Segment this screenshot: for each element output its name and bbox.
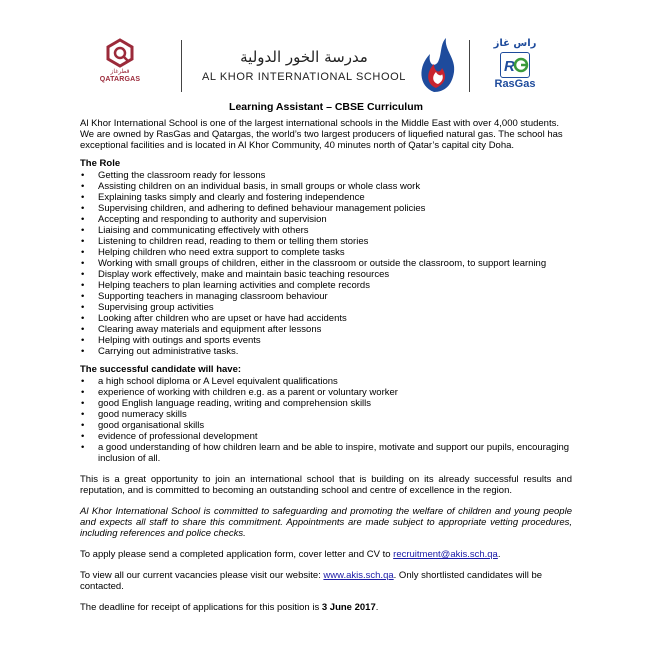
list-item: • Listening to children read, reading to them or telling them stories (80, 236, 572, 247)
list-item: • Supervising children, and adhering to defined behaviour management policies (80, 203, 572, 214)
rasgas-arabic-name: راس غاز (493, 38, 537, 49)
list-item: • Helping children who need extra support to complete tasks (80, 247, 572, 258)
opportunity-paragraph: This is a great opportunity to join an international school that is building on its already successful results and reputation, and is committed to becoming an outstanding school and centre of excellence in the region. (80, 474, 572, 496)
apply-end: . (497, 549, 501, 560)
vacancies-text: To view all our current vacancies please visit our website: (80, 570, 324, 581)
candidate-heading: The successful candidate will have: (80, 364, 242, 375)
apply-text: To apply please send a completed application form, cover letter and CV to (80, 549, 391, 560)
list-item: • experience of working with children e.g. as a parent or voluntary worker (80, 387, 572, 398)
list-item: • a high school diploma or A Level equivalent qualifications (80, 376, 572, 387)
deadline-end: . (375, 602, 379, 613)
akis-flame-icon (412, 36, 462, 94)
qatargas-logo (96, 38, 144, 92)
list-item: • good numeracy skills (80, 409, 572, 420)
header-divider (181, 40, 182, 92)
role-list (80, 170, 572, 357)
school-arabic-name: مدرسة الخور الدولية (240, 48, 368, 66)
list-item: • Supporting teachers in managing classroom behaviour (80, 291, 572, 302)
rasgas-emblem-icon (500, 52, 530, 78)
rasgas-name: RasGas (494, 78, 536, 90)
list-item: • Getting the classroom ready for lessons (80, 170, 572, 181)
list-item: • Working with small groups of children, either in the classroom or outside the classroom, to support learning (80, 258, 572, 269)
intro-paragraph: Al Khor International School is one of the largest international schools in the Middle East with over 4,000 students. We are owned by RasGas and Qatargas, the world’s two largest producers of liquefied natural gas. The school has exceptional facilities and is located in Al Khor Community, 40 minutes north of Qatar’s capital city Doha. (80, 118, 563, 151)
list-item: • good English language reading, writing and comprehension skills (80, 398, 572, 409)
svg-text:R: R (504, 58, 515, 75)
candidate-list (80, 376, 572, 464)
recruitment-email-link[interactable]: recruitment@akis.sch.qa (393, 549, 498, 560)
header-divider (469, 40, 470, 92)
list-item: • Liaising and communicating effectively with others (80, 225, 572, 236)
list-item: • Display work effectively, make and maintain basic teaching resources (80, 269, 572, 280)
qatargas-emblem-icon (105, 38, 135, 68)
list-item: • Clearing away materials and equipment after lessons (80, 324, 572, 335)
list-item: • Accepting and responding to authority and supervision (80, 214, 572, 225)
safeguarding-paragraph: Al Khor International School is committed to safeguarding and promoting the welfare of children and young people and expects all staff to share this commitment. Appointments are made subject to appropriate vetting procedures, including references and police checks. (80, 506, 572, 539)
list-item: • Helping teachers to plan learning activities and complete records (80, 280, 572, 291)
list-item: • Carrying out administrative tasks. (80, 346, 572, 357)
role-heading: The Role (80, 158, 121, 169)
job-advert (80, 101, 572, 613)
website-link[interactable]: www.akis.sch.qa (323, 570, 394, 581)
qatargas-arabic-name: قطرغاز (110, 68, 130, 75)
vacancies-paragraph (80, 570, 572, 592)
school-english-name: AL KHOR INTERNATIONAL SCHOOL (201, 71, 407, 83)
list-item: • Supervising group activities (80, 302, 572, 313)
apply-paragraph (80, 549, 572, 560)
deadline-text: The deadline for receipt of applications for this position is (80, 602, 322, 613)
vacancies-end: . Only shortlisted candidates will be contacted. (80, 570, 543, 592)
list-item: • a good understanding of how children learn and be able to inspire, motivate and support our pupils, encouraging inclusion of all. (80, 442, 572, 464)
list-item: • Looking after children who are upset or have had accidents (80, 313, 572, 324)
list-item: • good organisational skills (80, 420, 572, 431)
page-title: Learning Assistant – CBSE Curriculum (229, 101, 423, 113)
list-item: • Assisting children on an individual basis, in small groups or whole class work (80, 181, 572, 192)
deadline-date: 3 June 2017 (321, 602, 376, 613)
list-item: • Explaining tasks simply and clearly and fostering independence (80, 192, 572, 203)
deadline-paragraph (80, 602, 572, 613)
rasgas-logo (484, 38, 546, 94)
letterhead (0, 0, 650, 100)
list-item: • Helping with outings and sports events (80, 335, 572, 346)
list-item: • evidence of professional development (80, 431, 572, 442)
qatargas-name: QATARGAS (99, 76, 141, 83)
